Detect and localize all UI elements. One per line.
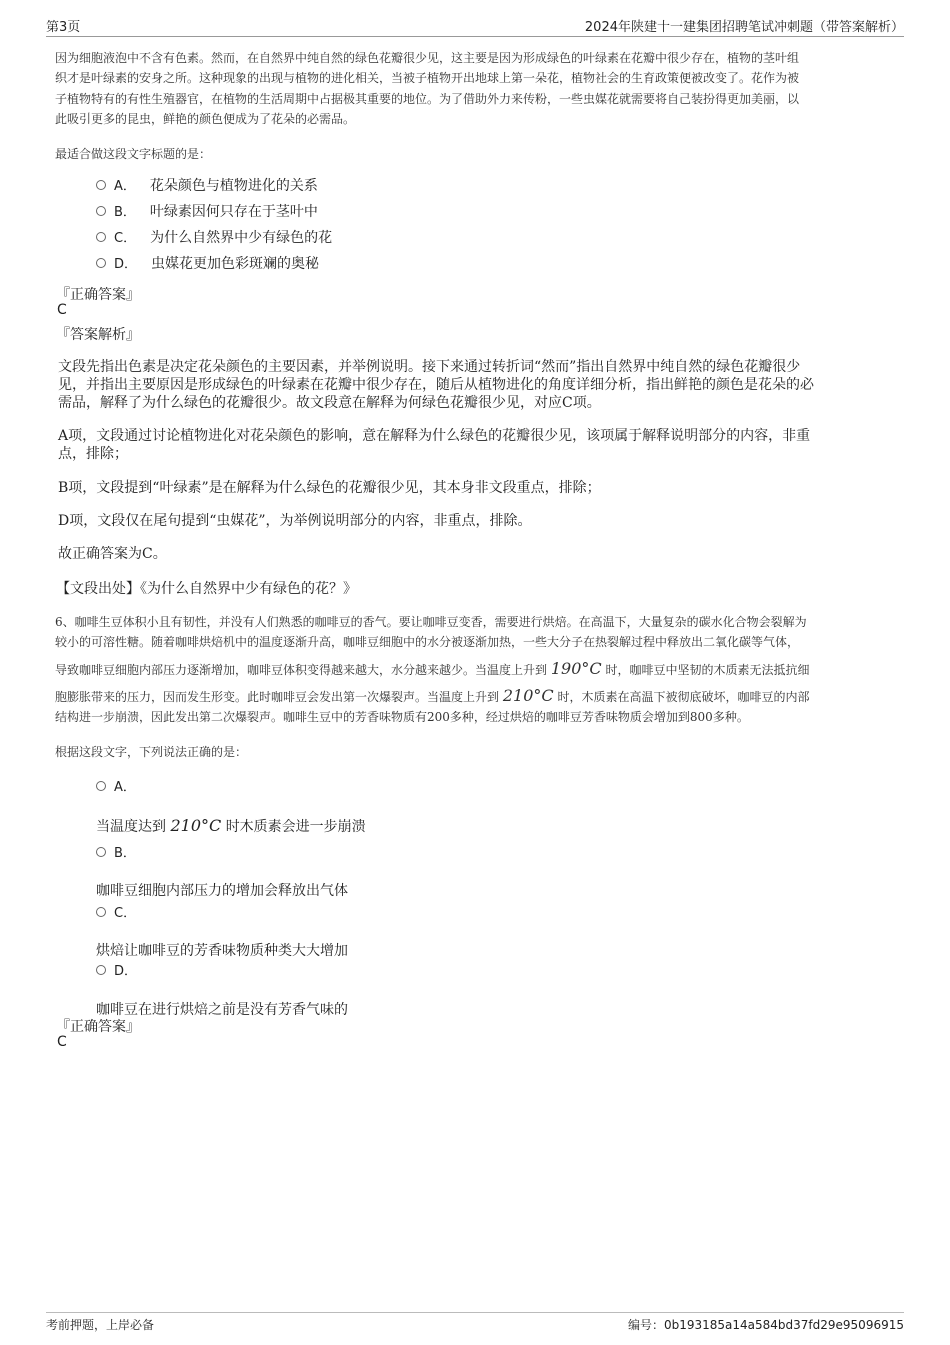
radio-icon[interactable] [96, 965, 106, 975]
page-number: 第3页 [46, 20, 81, 35]
analysis-line: A项，文段通过讨论植物进化对花朵颜色的影响，意在解释为什么绿色的花瓣很少见，该项属于解释说明部分的内容，非重 [58, 428, 811, 444]
q6-option-b[interactable]: B． [96, 842, 150, 864]
analysis-line: 故正确答案为C。 [58, 546, 167, 562]
temperature-formula: 210°C [502, 686, 554, 705]
q6-option-a[interactable]: A． [96, 776, 150, 798]
q5-option-a[interactable]: A． 花朵颜色与植物进化的关系 [96, 175, 318, 197]
passage-line: 织才是叶绿素的安身之所。这种现象的出现与植物的进化相关，当被子植物开出地球上第一朵花，植物社会的生育政策便被改变了。花作为被 [55, 71, 800, 85]
radio-icon[interactable] [96, 907, 106, 917]
passage-line: 6、咖啡生豆体积小且有韧性，并没有人们熟悉的咖啡豆的香气。要让咖啡豆变香，需要进行烘焙。在高温下，大量复杂的碳水化合物会裂解为 [55, 615, 807, 629]
radio-icon[interactable] [96, 781, 106, 791]
document-title: 2024年陕建十一建集团招聘笔试冲刺题（带答案解析） [584, 20, 904, 35]
passage-line: 因为细胞液泡中不含有色素。然而，在自然界中纯自然的绿色花瓣很少见，这主要是因为形成绿色的叶绿素在花瓣中很少存在，植物的茎叶组 [55, 51, 800, 65]
q5-stem: 最适合做这段文字标题的是： [55, 147, 212, 161]
document-id: 编号：0b193185a14a584bd37fd29e95096915 [627, 1318, 904, 1332]
passage-line: 胞膨胀带来的压力，因而发生形变。此时咖啡豆会发出第一次爆裂声。当温度上升到 210°C 时，木质素在高温下被彻底破坏，咖啡豆的内部 [55, 686, 810, 705]
q5-option-d[interactable]: D． 虫媒花更加色彩斑斓的奥秘 [96, 253, 319, 275]
analysis-line: 点，排除； [58, 446, 128, 462]
passage-line: 导致咖啡豆细胞内部压力逐渐增加，咖啡豆体积变得越来越大，水分越来越少。当温度上升到 190°C 时，咖啡豆中坚韧的木质素无法抵抗细 [55, 659, 810, 678]
q6-option-b-text: 咖啡豆细胞内部压力的增加会释放出气体 [96, 883, 348, 899]
answer-label: 『正确答案』 [56, 1019, 140, 1035]
q5-option-b[interactable]: B． 叶绿素因何只存在于茎叶中 [96, 201, 318, 223]
passage-line: 结构进一步崩溃，因此发出第二次爆裂声。咖啡生豆中的芳香味物质有200多种，经过烘焙的咖啡豆芳香味物质会增加到800多种。 [55, 710, 749, 724]
q5-option-c[interactable]: C． 为什么自然界中少有绿色的花 [96, 227, 332, 249]
analysis-line: B项，文段提到“叶绿素”是在解释为什么绿色的花瓣很少见，其本身非文段重点，排除； [58, 480, 601, 496]
analysis-line: 需品，解释了为什么绿色的花瓣很少。故文段意在解释为何绿色花瓣很少见，对应C项。 [58, 395, 601, 411]
answer-label: 『正确答案』 [56, 287, 140, 303]
answer-value: C [57, 1034, 67, 1050]
temperature-formula: 210°C [170, 816, 222, 835]
temperature-formula: 190°C [550, 659, 602, 678]
analysis-label: 『答案解析』 [56, 327, 140, 343]
radio-icon[interactable] [96, 258, 106, 268]
q6-option-d-text: 咖啡豆在进行烘焙之前是没有芳香气味的 [96, 1002, 348, 1018]
footer-slogan: 考前押题，上岸必备 [46, 1318, 155, 1332]
passage-line: 子植物特有的有性生殖器官，在植物的生活周期中占据极其重要的地位。为了借助外力来传粉，一些虫媒花就需要将自己装扮得更加美丽，以 [55, 92, 800, 106]
passage-source: 【文段出处】《为什么自然界中少有绿色的花？》 [56, 581, 357, 597]
radio-icon[interactable] [96, 180, 106, 190]
analysis-line: 见，并指出主要原因是形成绿色的叶绿素在花瓣中很少存在，随后从植物进化的角度详细分析，指出鲜艳的颜色是花朵的必 [58, 377, 814, 393]
q6-option-c[interactable]: C． [96, 902, 150, 924]
page-header [46, 14, 904, 37]
q6-option-a-text: 当温度达到 210°C 时木质素会进一步崩溃 [96, 816, 366, 835]
q6-stem: 根据这段文字，下列说法正确的是： [55, 745, 248, 759]
passage-line: 较小的可溶性糖。随着咖啡烘焙机中的温度逐渐升高，咖啡豆细胞中的水分被逐渐加热，一些大分子在热裂解过程中释放出二氧化碳等气体， [55, 635, 800, 649]
passage-line: 此吸引更多的昆虫，鲜艳的颜色便成为了花朵的必需品。 [55, 112, 356, 126]
radio-icon[interactable] [96, 206, 106, 216]
radio-icon[interactable] [96, 847, 106, 857]
page-footer [46, 1312, 904, 1332]
q6-option-d[interactable]: D． [96, 960, 151, 982]
analysis-line: 文段先指出色素是决定花朵颜色的主要因素，并举例说明。接下来通过转折词“然而”指出自然界中纯自然的绿色花瓣很少 [58, 359, 801, 375]
radio-icon[interactable] [96, 232, 106, 242]
q6-option-c-text: 烘焙让咖啡豆的芳香味物质种类大大增加 [96, 943, 348, 959]
answer-value: C [57, 302, 67, 318]
analysis-line: D项，文段仅在尾句提到“虫媒花”，为举例说明部分的内容，非重点，排除。 [58, 513, 532, 529]
